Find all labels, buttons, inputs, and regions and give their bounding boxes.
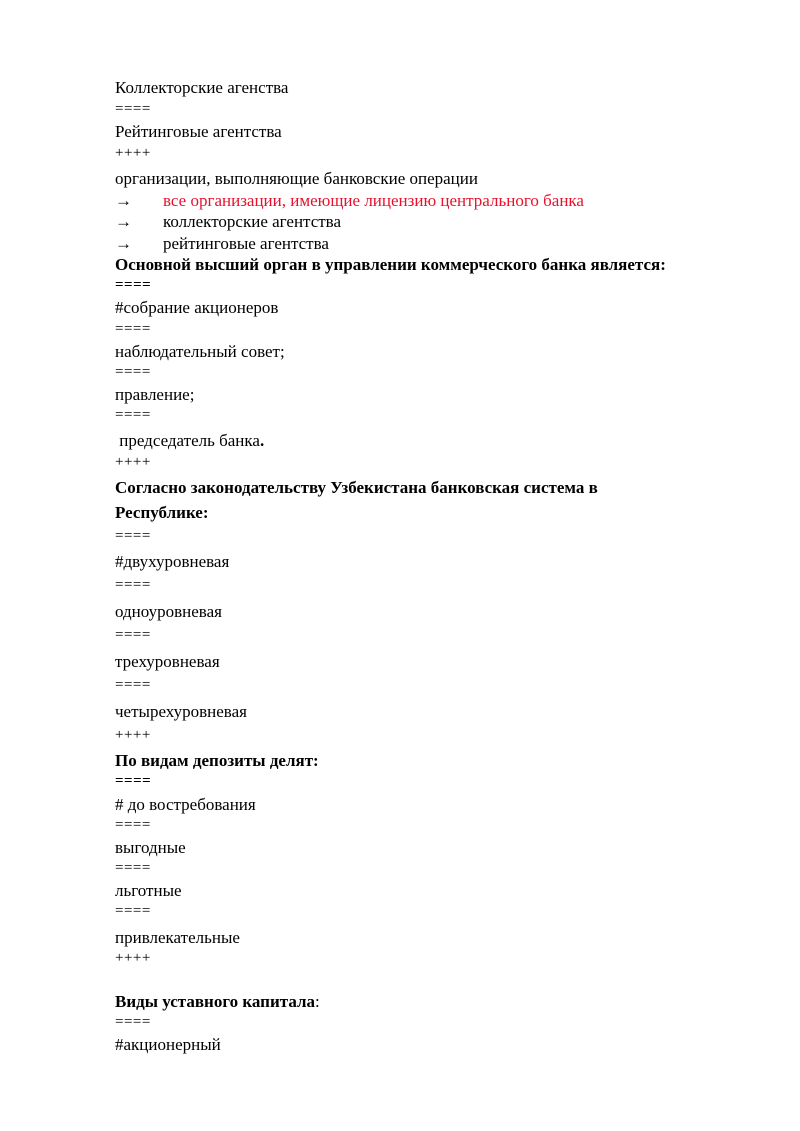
arrow-icon: → bbox=[115, 234, 132, 253]
question-title: Республике: bbox=[115, 503, 209, 522]
separator: ==== bbox=[115, 101, 151, 117]
end-marker: ++++ bbox=[115, 727, 151, 743]
separator: ==== bbox=[115, 677, 151, 693]
question-line: организации, выполняющие банковские операции bbox=[115, 169, 478, 188]
separator: ==== bbox=[115, 817, 151, 833]
answer-line: привлекательные bbox=[115, 928, 240, 947]
correct-answer: все организации, имеющие лицензию центрального банка bbox=[163, 191, 584, 210]
answer-line: #двухуровневая bbox=[115, 552, 230, 571]
separator: ==== bbox=[115, 903, 151, 919]
answer-dot: . bbox=[259, 431, 265, 450]
separator: ==== bbox=[115, 364, 151, 380]
answer-line: Рейтинговые агентства bbox=[115, 122, 282, 141]
end-marker: ++++ bbox=[115, 145, 151, 161]
arrow-icon: → bbox=[115, 212, 132, 231]
separator: ==== bbox=[115, 407, 151, 423]
question-title: Виды уставного капитала bbox=[115, 992, 316, 1011]
separator: ==== bbox=[115, 321, 151, 337]
separator: ==== bbox=[115, 277, 152, 293]
question-title: По видам депозиты делят: bbox=[115, 751, 319, 770]
answer-line: правление; bbox=[115, 385, 195, 404]
arrow-answer bbox=[115, 213, 341, 230]
answer-text: председатель банка bbox=[115, 431, 260, 450]
end-marker: ++++ bbox=[115, 454, 151, 470]
separator: ==== bbox=[115, 577, 151, 593]
question-title: Согласно законодательству Узбекистана банковская система в bbox=[115, 478, 598, 497]
answer-line: льготные bbox=[115, 881, 182, 900]
answer-text: рейтинговые агентства bbox=[163, 234, 329, 253]
answer-line bbox=[115, 432, 264, 449]
answer-line: #акционерный bbox=[115, 1035, 221, 1054]
answer-line: Коллекторские агенства bbox=[115, 78, 289, 97]
arrow-answer bbox=[115, 192, 584, 209]
question-title-line bbox=[115, 993, 320, 1010]
separator: ==== bbox=[115, 773, 152, 789]
title-colon: : bbox=[315, 992, 320, 1011]
separator: ==== bbox=[115, 1014, 151, 1030]
answer-line: #собрание акционеров bbox=[115, 298, 279, 317]
arrow-icon: → bbox=[115, 191, 132, 210]
question-title: Основной высший орган в управлении коммерческого банка является: bbox=[115, 255, 666, 274]
answer-line: наблюдательный совет; bbox=[115, 342, 285, 361]
answer-line: одноуровневая bbox=[115, 602, 222, 621]
answer-line: трехуровневая bbox=[115, 652, 220, 671]
answer-line: четырехуровневая bbox=[115, 702, 247, 721]
end-marker: ++++ bbox=[115, 950, 151, 966]
arrow-answer bbox=[115, 235, 329, 252]
separator: ==== bbox=[115, 627, 151, 643]
separator: ==== bbox=[115, 528, 151, 544]
answer-text: коллекторские агентства bbox=[163, 212, 342, 231]
separator: ==== bbox=[115, 860, 151, 876]
answer-line: # до востребования bbox=[115, 795, 256, 814]
answer-line: выгодные bbox=[115, 838, 186, 857]
